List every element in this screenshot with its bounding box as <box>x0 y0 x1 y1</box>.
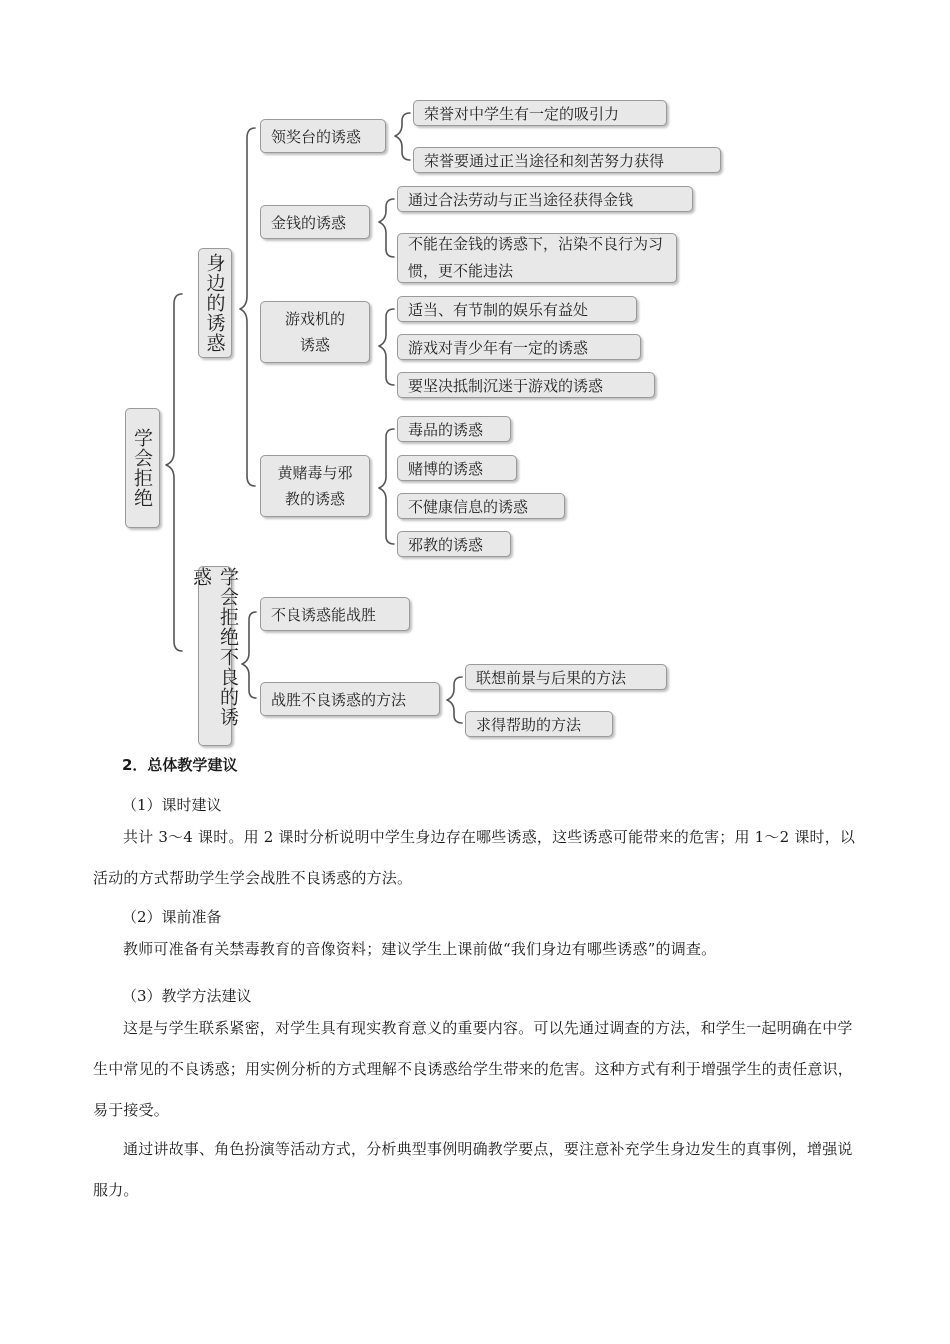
paragraph-activities: 通过讲故事、角色扮演等活动方式，分析典型事例明确教学要点，要注意补充学生身边发生的真事例，增强说服力。 <box>93 1140 853 1199</box>
subheading-preparation: （2）课前准备 <box>122 908 222 926</box>
paragraph-teaching-methods: 这是与学生联系紧密，对学生具有现实教育意义的重要内容。可以先通过调查的方法，和学生一起明确在中学生中常见的不良诱惑；用实例分析的方式理解不良诱惑给学生带来的危害。这种方式有利于增强学生的责任意识，易于接受。 <box>93 1019 854 1119</box>
leaf-honor-proper-way: 荣誉要通过正当途径和刻苦努力获得 <box>413 147 721 173</box>
node-money-temptation: 金钱的诱惑 <box>260 205 370 239</box>
branch-1-label: 身边的诱惑 <box>198 248 232 358</box>
leaf-money-no-bad-habits: 不能在金钱的诱惑下，沾染不良行为习惯，更不能违法 <box>397 233 677 283</box>
leaf-cult: 邪教的诱惑 <box>397 531 511 557</box>
leaf-gambling: 赌博的诱惑 <box>397 455 517 481</box>
leaf-game-resist: 要坚决抵制沉迷于游戏的诱惑 <box>397 372 655 398</box>
leaf-seek-help: 求得帮助的方法 <box>465 711 613 737</box>
node-drugs-cult-temptation: 黄赌毒与邪教的诱惑 <box>260 455 370 517</box>
subheading-class-hours: （1）课时建议 <box>122 796 222 814</box>
leaf-money-legal: 通过合法劳动与正当途径获得金钱 <box>397 186 693 212</box>
leaf-drugs: 毒品的诱惑 <box>397 416 511 442</box>
paragraph-preparation: 教师可准备有关禁毒教育的音像资料；建议学生上课前做“我们身边有哪些诱惑”的调查。 <box>123 940 717 958</box>
node-game-temptation: 游戏机的诱惑 <box>260 301 370 363</box>
mindmap-root: 学会拒绝 <box>125 408 160 528</box>
leaf-game-attraction: 游戏对青少年有一定的诱惑 <box>397 334 641 360</box>
leaf-game-moderate: 适当、有节制的娱乐有益处 <box>397 296 637 322</box>
branch-2-label: 学会拒绝不良的诱惑 <box>198 566 232 746</box>
node-podium-temptation: 领奖台的诱惑 <box>260 119 386 153</box>
paragraph-class-hours: 共计 3～4 课时。用 2 课时分析说明中学生身边存在哪些诱惑，这些诱惑可能带来的危害；用 1～2 课时，以活动的方式帮助学生学会战胜不良诱惑的方法。 <box>93 828 856 887</box>
leaf-honor-attraction: 荣誉对中学生有一定的吸引力 <box>413 100 667 126</box>
section-heading: 2．总体教学建议 <box>122 756 238 774</box>
node-overcome-methods: 战胜不良诱惑的方法 <box>260 682 440 716</box>
subheading-teaching-methods: （3）教学方法建议 <box>122 987 252 1005</box>
leaf-imagine-consequences: 联想前景与后果的方法 <box>465 664 667 690</box>
node-can-overcome: 不良诱惑能战胜 <box>260 597 410 631</box>
leaf-unhealthy-info: 不健康信息的诱惑 <box>397 493 565 519</box>
